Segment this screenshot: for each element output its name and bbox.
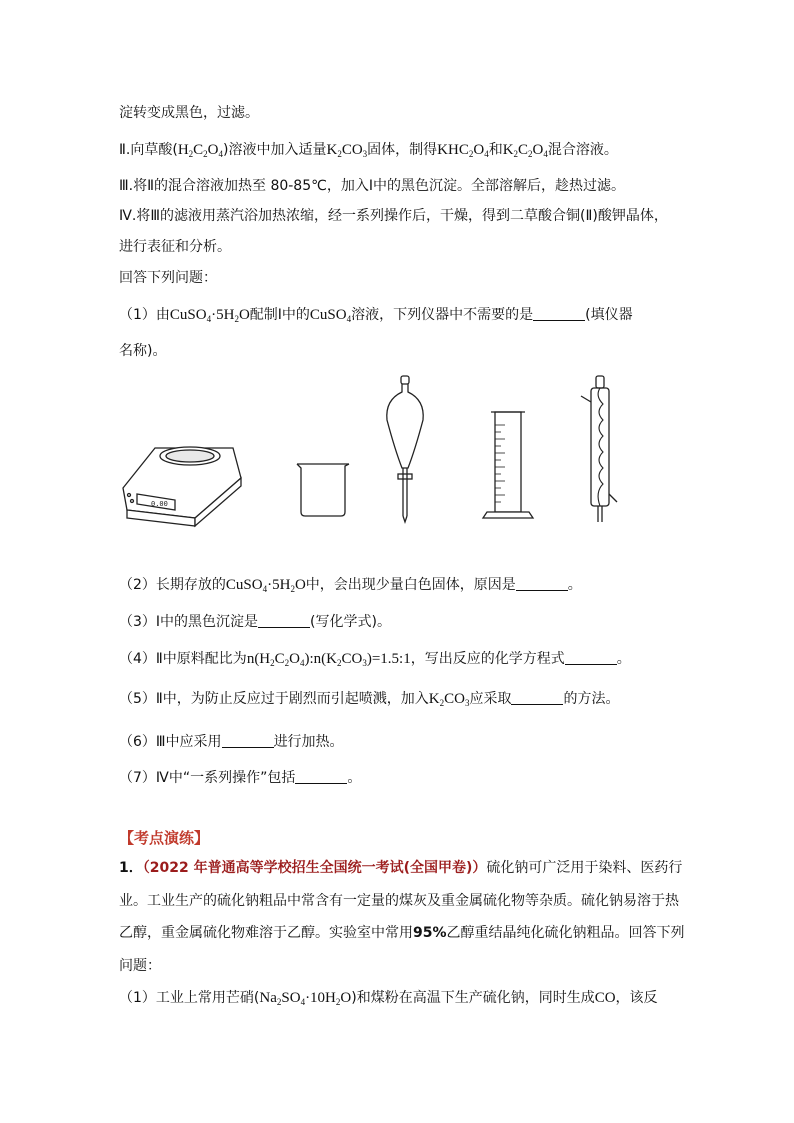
answer-blank[interactable]	[258, 613, 310, 628]
text: （2）长期存放的	[119, 577, 226, 593]
problem-1-line-2	[119, 891, 679, 911]
line-5	[119, 237, 231, 257]
text: 和	[488, 142, 503, 158]
text: Ⅲ.将Ⅱ的混合溶液加热至 80-85℃，加入Ⅰ中的黑色沉淀。全部溶解后，趁热过滤。	[119, 178, 625, 194]
formula-khc2o4: $KHC_2O_4$	[437, 142, 489, 159]
question-6	[119, 732, 344, 752]
formula-cuso4-5h2o: $CuSO_4\cdot 5H_2O$	[225, 577, 306, 594]
text: (写化学式)。	[310, 614, 391, 630]
text: Ⅱ.向草酸(	[119, 142, 178, 158]
text: 业。工业生产的硫化钠粗品中常含有一定量的煤灰及重金属硫化物等杂质。硫化钠易溶于热	[119, 893, 679, 909]
formula-h2c2o4: $H_2C_2O_4$	[177, 142, 224, 159]
question-4	[119, 649, 631, 669]
text: （7）Ⅳ中“一系列操作”包括	[119, 770, 296, 786]
formula-na2so4: $Na_2SO_4\cdot 10H_2O$	[259, 990, 352, 1007]
text: 。	[347, 770, 362, 786]
line-4	[119, 206, 668, 226]
line-6	[119, 268, 217, 288]
formula-k2co3: $K_2CO_3$	[326, 142, 368, 159]
formula-k2c2o4: $K_2C_2O_4$	[502, 142, 548, 159]
text: Ⅳ.将Ⅲ的滤液用蒸汽浴加热浓缩，经一系列操作后，干燥，得到二草酸合铜(Ⅱ)酸钾晶体，	[119, 208, 668, 224]
graduated-cylinder-icon	[483, 412, 533, 518]
text: 的方法。	[563, 691, 620, 707]
text: ，写出反应的化学方程式	[410, 651, 565, 667]
answer-blank[interactable]	[533, 306, 585, 321]
problem-1-line-1	[119, 858, 682, 878]
problem-source: （2022 年普通高等学校招生全国统一考试(全国甲卷)）	[142, 860, 487, 876]
text: 硫化钠可广泛用于染料、医药行	[486, 860, 683, 876]
formula-ratio: $n(H_2C_2O_4):n(K_2CO_3)=1.5:1$	[246, 651, 411, 668]
text: 名称)。	[119, 343, 167, 359]
problem-number: 1．	[119, 860, 143, 876]
text: （6）Ⅲ中应采用	[119, 734, 222, 750]
balance-display: 0.00	[151, 500, 168, 508]
problem-1-line-5	[119, 988, 658, 1008]
electronic-balance-icon	[123, 447, 241, 526]
text: ，该反	[615, 990, 658, 1006]
question-7	[119, 768, 361, 788]
text: )溶液中加入适量	[223, 142, 327, 158]
formula-cuso4: CuSO$_4$	[309, 307, 352, 324]
answer-blank[interactable]	[516, 576, 568, 591]
formula-co: CO	[594, 990, 616, 1006]
instrument-figure	[115, 370, 645, 530]
section-title: 【考点演练】	[119, 829, 210, 847]
line-3	[119, 176, 625, 196]
text: 回答下列问题：	[119, 270, 217, 286]
question-5	[119, 689, 619, 709]
text: （1）工业上常用芒硝(	[119, 990, 260, 1006]
question-2	[119, 575, 582, 595]
answer-blank[interactable]	[565, 650, 617, 665]
text: （1）由	[119, 307, 170, 323]
question-3	[119, 612, 391, 632]
line-1	[119, 103, 259, 123]
text: 配制Ⅰ中的	[249, 307, 310, 323]
question-1-cont	[119, 341, 166, 361]
question-1	[119, 305, 633, 325]
text: 溶液，下列仪器中不需要的是	[351, 307, 534, 323]
answer-blank[interactable]	[511, 690, 563, 705]
beaker-icon	[297, 464, 349, 516]
text: （5）Ⅱ中，为防止反应过于剧烈而引起喷溅，加入	[119, 691, 429, 707]
text: 。	[567, 577, 582, 593]
text: （4）Ⅱ中原料配比为	[119, 651, 247, 667]
text: 中，会出现少量白色固体，原因是	[305, 577, 516, 593]
text: 进行加热。	[273, 734, 344, 750]
text: 应采取	[469, 691, 512, 707]
text: 乙醇重结晶纯化硫化钠粗品。回答下列	[446, 925, 685, 941]
text: （3）Ⅰ中的黑色沉淀是	[119, 614, 259, 630]
answer-blank[interactable]	[295, 769, 347, 784]
formula-k2co3: $K_2CO_3$	[428, 691, 470, 708]
separatory-funnel-icon	[387, 376, 423, 522]
text: )和煤粉在高温下生产硫化钠，同时生成	[351, 990, 595, 1006]
formula-cuso4-5h2o: $CuSO_4\cdot 5H_2O$	[169, 307, 250, 324]
text: 乙醇，重金属硫化物难溶于乙醇。实验室中常用	[119, 925, 413, 941]
text: 固体，制得	[367, 142, 438, 158]
text: (填仪器	[585, 307, 633, 323]
condenser-icon	[581, 376, 617, 522]
answer-blank[interactable]	[222, 733, 274, 748]
problem-1-line-3	[119, 923, 685, 943]
problem-1-line-4	[119, 956, 161, 976]
text: 进行表征和分析。	[119, 239, 231, 255]
text: 95%	[413, 925, 447, 941]
text: 问题：	[119, 958, 161, 974]
text: 。	[616, 651, 631, 667]
text: 混合溶液。	[547, 142, 618, 158]
line-2	[119, 140, 618, 160]
text: 淀转变成黑色，过滤。	[119, 105, 259, 121]
